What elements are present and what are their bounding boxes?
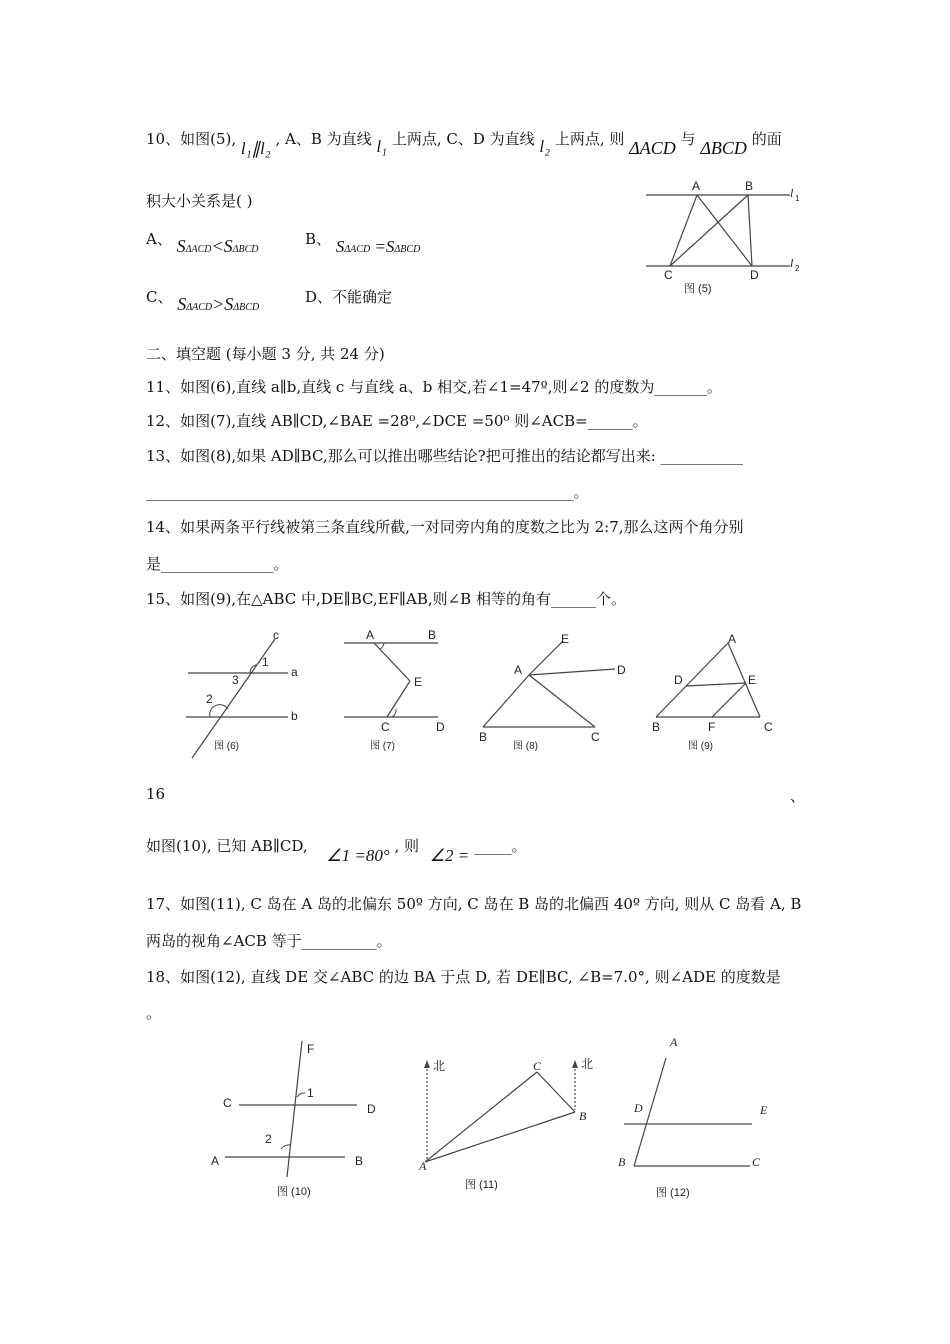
question-14-line2: 是_______________。 xyxy=(146,555,289,573)
svg-text:B: B xyxy=(479,730,488,744)
q10-line2: 积大小关系是( ) xyxy=(146,192,253,210)
svg-text:2: 2 xyxy=(206,692,213,706)
svg-text:2: 2 xyxy=(795,264,800,273)
svg-text:C: C xyxy=(381,720,390,734)
l1-parallel-l2: l₁∥l₂ xyxy=(240,139,271,158)
fig5-label-b: B xyxy=(745,179,754,193)
fig5-caption: 图 (5) xyxy=(684,283,712,295)
fig5-label-d: D xyxy=(750,268,759,282)
svg-text:E: E xyxy=(414,675,423,689)
svg-text:图 (12): 图 (12) xyxy=(656,1187,690,1199)
svg-text:B: B xyxy=(428,628,437,642)
svg-text:A: A xyxy=(728,632,737,646)
question-16: 如图(10), 已知 AB∥CD, ∠1 =80° , 则 ∠2 = _____。 xyxy=(146,837,527,865)
svg-text:A: A xyxy=(670,1035,678,1049)
svg-text:图 (9): 图 (9) xyxy=(688,741,713,752)
svg-text:B: B xyxy=(652,720,661,734)
question-17-line2: 两岛的视角∠ACB 等于__________。 xyxy=(146,932,392,950)
question-14-line1: 14、如果两条平行线被第三条直线所截,一对同旁内角的度数之比为 2:7,那么这两个角分别 xyxy=(146,518,744,536)
figure-9 xyxy=(650,625,790,755)
question-13-line2: _________________________________________________________。 xyxy=(146,483,589,501)
svg-text:1: 1 xyxy=(307,1086,314,1100)
svg-text:北: 北 xyxy=(581,1057,594,1071)
svg-text:图 (11): 图 (11) xyxy=(465,1179,498,1191)
svg-text:C: C xyxy=(764,720,773,734)
svg-text:图 (10): 图 (10) xyxy=(277,1186,311,1198)
q10-line1: 10、如图(5), l₁∥l₂ , A、B 为直线 l₁ 上两点, C、D 为直线 l₂ 上两点, 则 ΔACD 与 ΔBCD 的面 xyxy=(146,130,782,158)
question-15: 15、如图(9),在△ABC 中,DE∥BC,EF∥AB,则∠B 相等的角有______个。 xyxy=(146,590,626,608)
fig5-label-l1: l xyxy=(790,186,794,200)
svg-text:A: A xyxy=(419,1159,427,1173)
svg-text:1: 1 xyxy=(795,194,800,203)
question-16-mark: 、 xyxy=(790,787,806,805)
figure-5 xyxy=(640,175,815,300)
svg-text:D: D xyxy=(436,720,445,734)
question-17-line1: 17、如图(11), C 岛在 A 岛的北偏东 50º 方向, C 岛在 B 岛的北偏西 40º 方向, 则从 C 岛看 A, B xyxy=(146,895,802,913)
figure-6 xyxy=(180,625,310,760)
figure-10 xyxy=(205,1035,390,1205)
q10-option-b: B、 SΔACD =SΔBCD xyxy=(305,230,421,256)
fig5-label-c: C xyxy=(664,268,673,282)
fig5-label-l2: l xyxy=(790,256,794,270)
section-title: 二、填空题 (每小题 3 分, 共 24 分) xyxy=(146,345,385,363)
svg-text:图 (7): 图 (7) xyxy=(370,741,395,752)
svg-text:图 (8): 图 (8) xyxy=(513,741,538,752)
q10-option-c: C、 SΔACD>SΔBCD xyxy=(146,288,260,314)
figure-11 xyxy=(415,1050,605,1195)
svg-text:E: E xyxy=(760,1103,768,1117)
svg-text:C: C xyxy=(752,1155,761,1169)
svg-text:D: D xyxy=(674,673,683,687)
svg-text:图 (6): 图 (6) xyxy=(214,741,239,752)
svg-text:北: 北 xyxy=(433,1059,446,1073)
question-18-line1: 18、如图(12), 直线 DE 交∠ABC 的边 BA 于点 D, 若 DE∥BC, ∠B=7.0°, 则∠ADE 的度数是 xyxy=(146,968,781,986)
figure-12 xyxy=(610,1030,785,1205)
svg-text:2: 2 xyxy=(265,1132,272,1146)
svg-text:B: B xyxy=(355,1154,364,1168)
svg-text:A: A xyxy=(514,663,523,677)
svg-text:F: F xyxy=(708,720,716,734)
svg-text:B: B xyxy=(618,1155,626,1169)
svg-text:c: c xyxy=(273,628,279,642)
svg-text:E: E xyxy=(561,632,570,646)
question-16-number: 16 xyxy=(146,785,166,803)
svg-text:D: D xyxy=(634,1101,643,1115)
figure-7 xyxy=(340,625,460,755)
svg-text:F: F xyxy=(307,1042,315,1056)
svg-text:a: a xyxy=(291,665,298,679)
question-12: 12、如图(7),直线 AB∥CD,∠BAE =28⁰,∠DCE =50⁰ 则∠ACB=______。 xyxy=(146,412,648,430)
q10-option-d: D、不能确定 xyxy=(305,288,393,306)
question-11: 11、如图(6),直线 a∥b,直线 c 与直线 a、b 相交,若∠1=47º,则∠2 的度数为_______。 xyxy=(146,378,722,396)
svg-text:E: E xyxy=(748,673,757,687)
q10-option-a: A、 SΔACD<SΔBCD xyxy=(146,230,259,256)
svg-text:A: A xyxy=(366,628,375,642)
svg-text:A: A xyxy=(211,1154,220,1168)
question-13-line1: 13、如图(8),如果 AD∥BC,那么可以推出哪些结论?把可推出的结论都写出来: ___________ xyxy=(146,447,744,465)
figure-8 xyxy=(475,625,635,755)
svg-text:D: D xyxy=(617,663,626,677)
svg-text:b: b xyxy=(291,709,298,723)
fig5-label-a: A xyxy=(692,179,701,193)
svg-text:3: 3 xyxy=(232,673,239,687)
svg-text:1: 1 xyxy=(262,655,269,669)
question-18-line2: 。 xyxy=(146,1004,162,1022)
svg-text:C: C xyxy=(223,1096,232,1110)
svg-text:C: C xyxy=(533,1059,542,1073)
svg-text:B: B xyxy=(579,1109,587,1123)
svg-text:C: C xyxy=(591,730,600,744)
svg-text:D: D xyxy=(367,1102,376,1116)
